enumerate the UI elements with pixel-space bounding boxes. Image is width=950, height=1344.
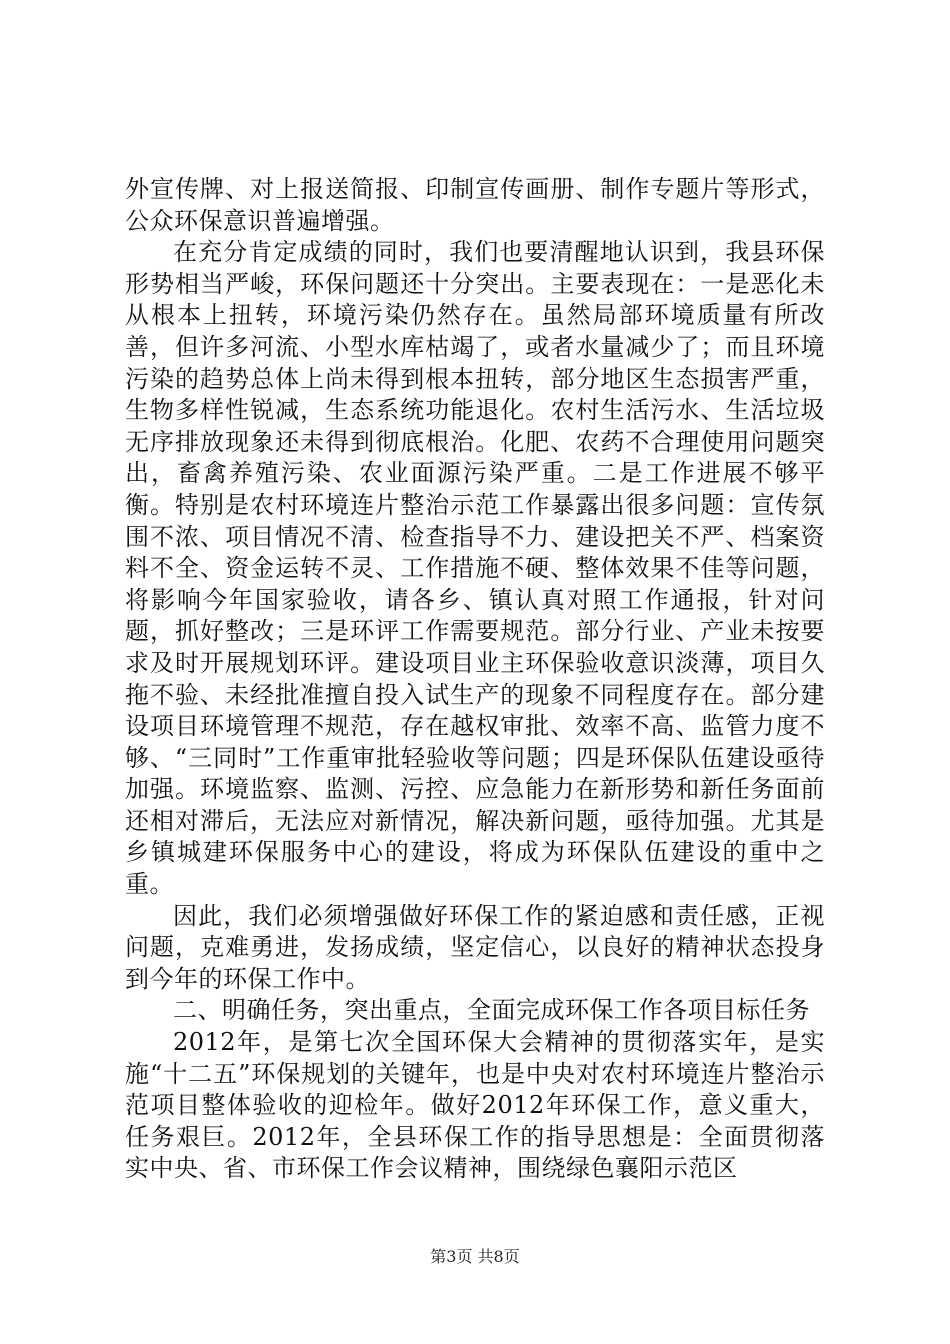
paragraph-conclusion: 因此，我们必须增强做好环保工作的紧迫感和责任感，正视问题，克难勇进，发扬成绩，坚定信心，以良好的精神状态投身到今年的环保工作中。	[125, 901, 825, 993]
section-heading: 二、明确任务，突出重点，全面完成环保工作各项目标任务	[173, 996, 810, 1025]
paragraph-continuation: 外宣传牌、对上报送简报、印制宣传画册、制作专题片等形式，公众环保意识普遍增强。	[125, 175, 825, 235]
paragraph-problems: 在充分肯定成绩的同时，我们也要清醒地认识到，我县环保形势相当严峻，环保问题还十分突出。主要表现在：一是恶化未从根本上扭转，环境污染仍然存在。虽然局部环境质量有所改善，但许多河流、小型水库枯竭了，或者水量减少了；而且环境污染的趋势总体上尚未得到根本扭转，部分地区生态损害严重，生物多样性锐减，生态系统功能退化。农村生活污水、生活垃圾无序排放现象还未得到彻底根治。化肥、农药不合理使用问题突出，畜禽养殖污染、农业面源污染严重。二是工作进展不够平衡。特别是农村环境连片整治示范工作暴露出很多问题：宣传氛围不浓、项目情况不清、检查指导不力、建设把关不严、档案资料不全、资金运转不灵、工作措施不硬、整体效果不佳等问题，将影响今年国家验收，请各乡、镇认真对照工作通报，针对问题，抓好整改；三是环评工作需要规范。部分行业、产业未按要求及时开展规划环评。建设项目业主环保验收意识淡薄，项目久拖不验、未经批准擅自投入试生产的现象不同程度存在。部分建设项目环境管理不规范，存在越权审批、效率不高、监管力度不够、“三同时”工作重审批轻验收等问题；四是环保队伍建设亟待加强。环境监察、监测、污控、应急能力在新形势和新任务面前还相对滞后，无法应对新情况，解决新问题，亟待加强。尤其是乡镇城建环保服务中心的建设，将成为环保队伍建设的重中之重。	[125, 238, 825, 899]
paragraph-2012-goals: 2012年，是第七次全国环保大会精神的贯彻落实年，是实施“十二五”环保规划的关键年，也是中央对农村环境连片整治示范项目整体验收的迎检年。做好2012年环保工作，意义重大，任务艰巨。2012年，全县环保工作的指导思想是：全面贯彻落实中央、省、市环保工作会议精神，围绕绿色襄阳示范区	[125, 1028, 825, 1183]
page-number-footer: 第3页 共8页	[430, 1247, 520, 1266]
document-body	[125, 174, 825, 1185]
